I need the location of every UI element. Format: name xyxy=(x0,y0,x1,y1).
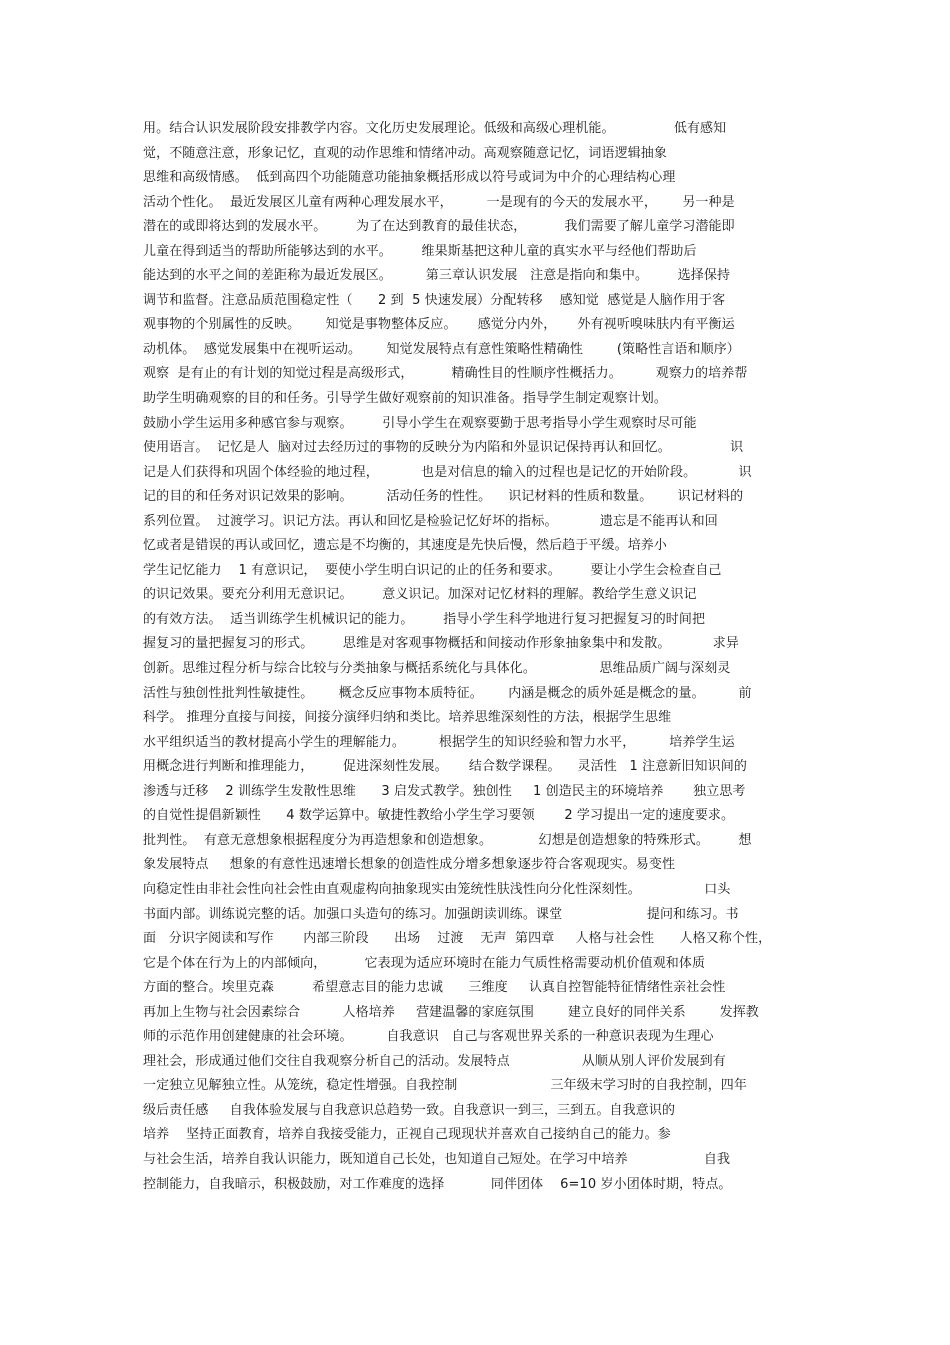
text-line: 学生记忆能力 1 有意识记， 要使小学生明白识记的止的任务和要求。 要让小学生会检查自己 xyxy=(143,562,722,578)
text-line: 系列位置。 过渡学习。识记方法。再认和回忆是检验记忆好坏的指标。 遗忘是不能再认和回 xyxy=(143,513,718,529)
text-line: 理社会，形成通过他们交往自我观察分析自己的活动。发展特点 从顺从别人评价发展到有 xyxy=(143,1053,726,1069)
text-line: 科学。 推理分直接与间接，间接分演绎归纳和类比。培养思维深刻性的方法，根据学生思维 xyxy=(143,710,672,726)
text-line: 动机体。 感觉发展集中在视听运动。 知觉发展特点有意性策略性精确性 (策略性言语和顺序） xyxy=(143,341,740,357)
text-line: 师的示范作用创建健康的社会环境。 自我意识 自己与客观世界关系的一种意识表现为生理心 xyxy=(143,1029,714,1045)
text-line: 思维和高级情感。 低到高四个功能随意功能抽象概括形成以符号或词为中介的心理结构心理 xyxy=(143,170,676,186)
text-line: 能达到的水平之间的差距称为最近发展区。 第三章认识发展 注意是指向和集中。 选择保持 xyxy=(143,268,731,284)
text-line: 面 分识字阅读和写作 内部三阶段 出场 过渡 无声 第四章 人格与社会性 人格又称个性， xyxy=(143,931,772,947)
text-line: 儿童在得到适当的帮助所能够达到的水平。 维果斯基把这种儿童的真实水平与经他们帮助后 xyxy=(143,243,697,259)
text-line: 培养 坚持正面教育，培养自我接受能力，正视自己现现状并喜欢自己接纳自己的能力。参 xyxy=(143,1127,671,1143)
text-line: 它是个体在行为上的内部倾向， 它表现为适应环境时在能力气质性格需要动机价值观和体质 xyxy=(143,955,706,971)
text-line: 一定独立见解独立性。从笼统，稳定性增强。自我控制 三年级末学习时的自我控制，四年 xyxy=(143,1078,748,1094)
text-line: 助学生明确观察的目的和任务。引导学生做好观察前的知识准备。指导学生制定观察计划。 xyxy=(143,391,668,407)
text-line: 觉，不随意注意，形象记忆，直观的动作思维和情绪冲动。高观察随意记忆，词语逻辑抽象 xyxy=(143,145,668,161)
text-line: 记是人们获得和巩固个体经验的地过程， 也是对信息的输入的过程也是记忆的开始阶段。 识 xyxy=(143,464,752,480)
text-line: 级后责任感 自我体验发展与自我意识总趋势一致。自我意识一到三，三到五。自我意识的 xyxy=(143,1102,676,1118)
text-line: 控制能力，自我暗示，积极鼓励，对工作难度的选择 同伴团体 6=10 岁小团体时期，特点。 xyxy=(143,1176,732,1192)
text-line: 水平组织适当的教材提高小学生的理解能力。 根据学生的知识经验和智力水平， 培养学生运 xyxy=(143,734,735,750)
text-line: 握复习的量把握复习的形式。 思维是对客观事物概括和间接动作形象抽象集中和发散。 求异 xyxy=(143,636,739,652)
text-line: 批判性。 有意无意想象根据程度分为再造想象和创造想象。 幻想是创造想象的特殊形式。 想 xyxy=(143,832,752,848)
text-line: 创新。思维过程分析与综合比较与分类抽象与概括系统化与具体化。 思维品质广阔与深刻灵 xyxy=(143,661,731,677)
text-line: 活性与独创性批判性敏捷性。 概念反应事物本质特征。 内涵是概念的质外延是概念的量。 前 xyxy=(143,685,752,701)
text-line: 记的目的和任务对识记效果的影响。 活动任务的性性。 识记材料的性质和数量。 识记材料的 xyxy=(143,489,744,505)
text-line: 的有效方法。 适当训练学生机械识记的能力。 指导小学生科学地进行复习把握复习的时间把 xyxy=(143,611,706,627)
text-line: 渗透与迁移 2 训练学生发散性思维 3 启发式教学。独创性 1 创造民主的环境培养 独立思考 xyxy=(143,783,746,799)
text-line: 方面的整合。埃里克森 希望意志目的能力忠诚 三维度 认真自控智能特征情绪性亲社会性 xyxy=(143,980,726,996)
text-line: 潜在的或即将达到的发展水平。 为了在达到教育的最佳状态， 我们需要了解儿童学习潜能即 xyxy=(143,219,735,235)
text-line: 观察 是有止的有计划的知觉过程是高级形式， 精确性目的性顺序性概括力。 观察力的培养帮 xyxy=(143,366,748,382)
text-line: 书面内部。训练说完整的话。加强口头造句的练习。加强朗读训练。课堂 提问和练习。书 xyxy=(143,906,739,922)
text-line: 使用语言。 记忆是人 脑对过去经历过的事物的反映分为内陷和外显识记保持再认和回忆。 识 xyxy=(143,440,744,456)
text-line: 的自觉性提倡新颖性 4 数学运算中。敏捷性教给小学生学习要领 2 学习提出一定的速度要求。 xyxy=(143,808,735,824)
text-line: 再加上生物与社会因素综合 人格培养 营建温馨的家庭氛围 建立良好的同伴关系 发挥教 xyxy=(143,1004,759,1020)
text-line: 观事物的个别属性的反映。 知觉是事物整体反应。 感觉分内外， 外有视听嗅味肤内有平衡运 xyxy=(143,317,735,333)
text-line: 与社会生活，培养自我认识能力，既知道自己长处，也知道自己短处。在学习中培养 自我 xyxy=(143,1151,731,1167)
text-line: 象发展特点 想象的有意性迅速增长想象的创造性成分增多想象逐步符合客观现实。易变性 xyxy=(143,857,676,873)
text-line: 鼓励小学生运用多种感官参与观察。 引导小学生在观察要勤于思考指导小学生观察时尽可能 xyxy=(143,415,697,431)
text-line: 的识记效果。要充分利用无意识记。 意义识记。加深对记忆材料的理解。教给学生意义识记 xyxy=(143,587,697,603)
body-text xyxy=(143,117,809,1197)
text-line: 忆或者是错误的再认或回忆，遗忘是不均衡的，其速度是先快后慢，然后趋于平缓。培养小 xyxy=(143,538,668,554)
text-line: 向稳定性由非社会性向社会性由直观虚构向抽象现实由笼统性肤浅性向分化性深刻性。 口头 xyxy=(143,881,731,897)
text-line: 用概念进行判断和推理能力， 促进深刻性发展。 结合数学课程。 灵活性 1 注意新旧知识间的 xyxy=(143,759,747,775)
text-line: 调节和监督。注意品质范围稳定性（ 2 到 5 快速发展）分配转移 感知觉 感觉是人脑作用于客 xyxy=(143,292,726,308)
text-line: 活动个性化。 最近发展区儿童有两种心理发展水平， 一是现有的今天的发展水平， 另一种是 xyxy=(143,194,735,210)
text-line: 用。结合认识发展阶段安排教学内容。文化历史发展理论。低级和高级心理机能。 低有感知 xyxy=(143,121,727,136)
